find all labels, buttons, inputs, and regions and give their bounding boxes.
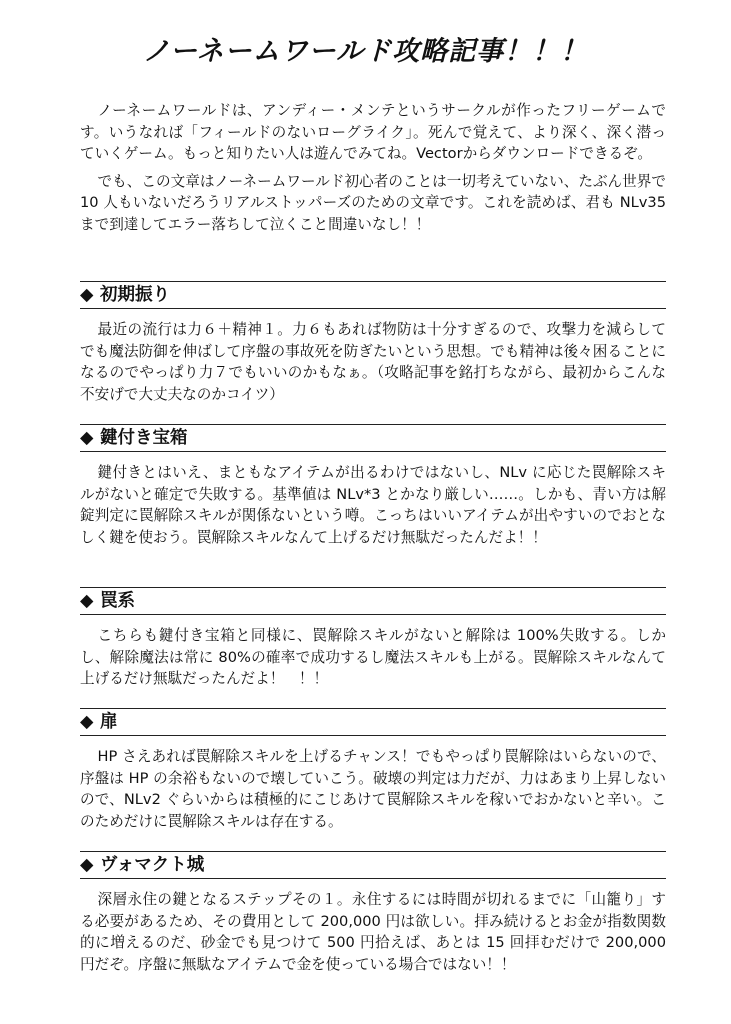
intro-paragraph: ノーネームワールドは、アンディー・メンテというサークルが作ったフリーゲームです。いうなれば「フィールドのないローグライク」。死んで覚えて、より深く、深く潜っていくゲーム。もっと知りたい人は遊んでみてね。Vectorからダウンロードできるぞ。: [80, 102, 666, 162]
page-title: ノーネームワールド攻略記事！！！: [142, 36, 589, 67]
section-heading-text: 扉: [100, 712, 118, 732]
section-body: こちらも鍵付き宝箱と同様に、罠解除スキルがないと解除は 100%失敗する。しかし、解除魔法は常に 80%の確率で成功するし魔法スキルも上がる。罠解除スキルなんて上げるだけ無駄だったんだよ！ ！！: [80, 627, 666, 687]
section-heading: [80, 281, 666, 309]
intro-paragraph: でも、この文章はノーネームワールド初心者のことは一切考えていない、たぶん世界で 10 人もいないだろうリアルストッパーズのための文章です。これを読めば、君も NLv35 まで到達してエラー落ちして泣くこと間違いなし！！: [80, 172, 666, 233]
section-heading: [80, 587, 666, 615]
intro-block: [80, 100, 666, 241]
diamond-bullet-icon: ◆: [80, 712, 94, 732]
section-doors: [80, 708, 666, 838]
section-traps: [80, 587, 666, 696]
section-locked-chest: [80, 424, 666, 554]
section-heading-text: 初期振り: [100, 285, 170, 305]
section-heading: [80, 424, 666, 452]
section-body: 鍵付きとはいえ、まともなアイテムが出るわけではないし、NLv に応じた罠解除スキルがないと確定で失敗する。基準値は NLv*3 とかなり厳しい……。しかも、青い方は解錠判定に罠解除スキルが関係ないという噂。こっちはいいアイテムが出やすいのでおとなしく鍵を使おう。罠解除スキルなんて上げるだけ無駄だったんだよ！！: [80, 464, 666, 546]
diamond-bullet-icon: ◆: [80, 591, 94, 611]
section-vomakt-castle: [80, 851, 666, 981]
section-heading-text: 鍵付き宝箱: [100, 428, 188, 448]
section-heading-text: 罠系: [100, 591, 135, 611]
section-heading: [80, 708, 666, 736]
diamond-bullet-icon: ◆: [80, 428, 94, 448]
section-heading-text: ヴォマクト城: [100, 855, 205, 875]
diamond-bullet-icon: ◆: [80, 855, 94, 875]
diamond-bullet-icon: ◆: [80, 285, 94, 305]
section-heading: [80, 851, 666, 879]
section-initial-allocation: [80, 281, 666, 411]
section-body: HP さえあれば罠解除スキルを上げるチャンス！でもやっぱり罠解除はいらないので、序盤は HP の余裕もないので壊していこう。破壊の判定は力だが、力はあまり上昇しないので、NLv2 ぐらいからは積極的にこじあけて罠解除スキルを稼いでおかないと辛い。このためだけに罠解除スキルは存在する。: [80, 748, 666, 830]
section-body: 最近の流行は力６＋精神１。力６もあれば物防は十分すぎるので、攻撃力を減らしてでも魔法防御を伸ばして序盤の事故死を防ぎたいという思想。でも精神は後々困ることになるのでやっぱり力７でもいいのかもなぁ。（攻略記事を銘打ちながら、最初からこんな不安げで大丈夫なのかコイツ）: [80, 321, 666, 403]
section-body: 深層永住の鍵となるステップその１。永住するには時間が切れるまでに「山籠り」する必要があるため、その費用として 200,000 円は欲しい。拝み続けるとお金が指数関数的に増えるのだ、砂金でも見つけて 500 円拾えば、あとは 15 回拝むだけで 200,000 円だぞ。序盤に無駄なアイテムで金を使っている場合ではない！！: [80, 891, 666, 973]
